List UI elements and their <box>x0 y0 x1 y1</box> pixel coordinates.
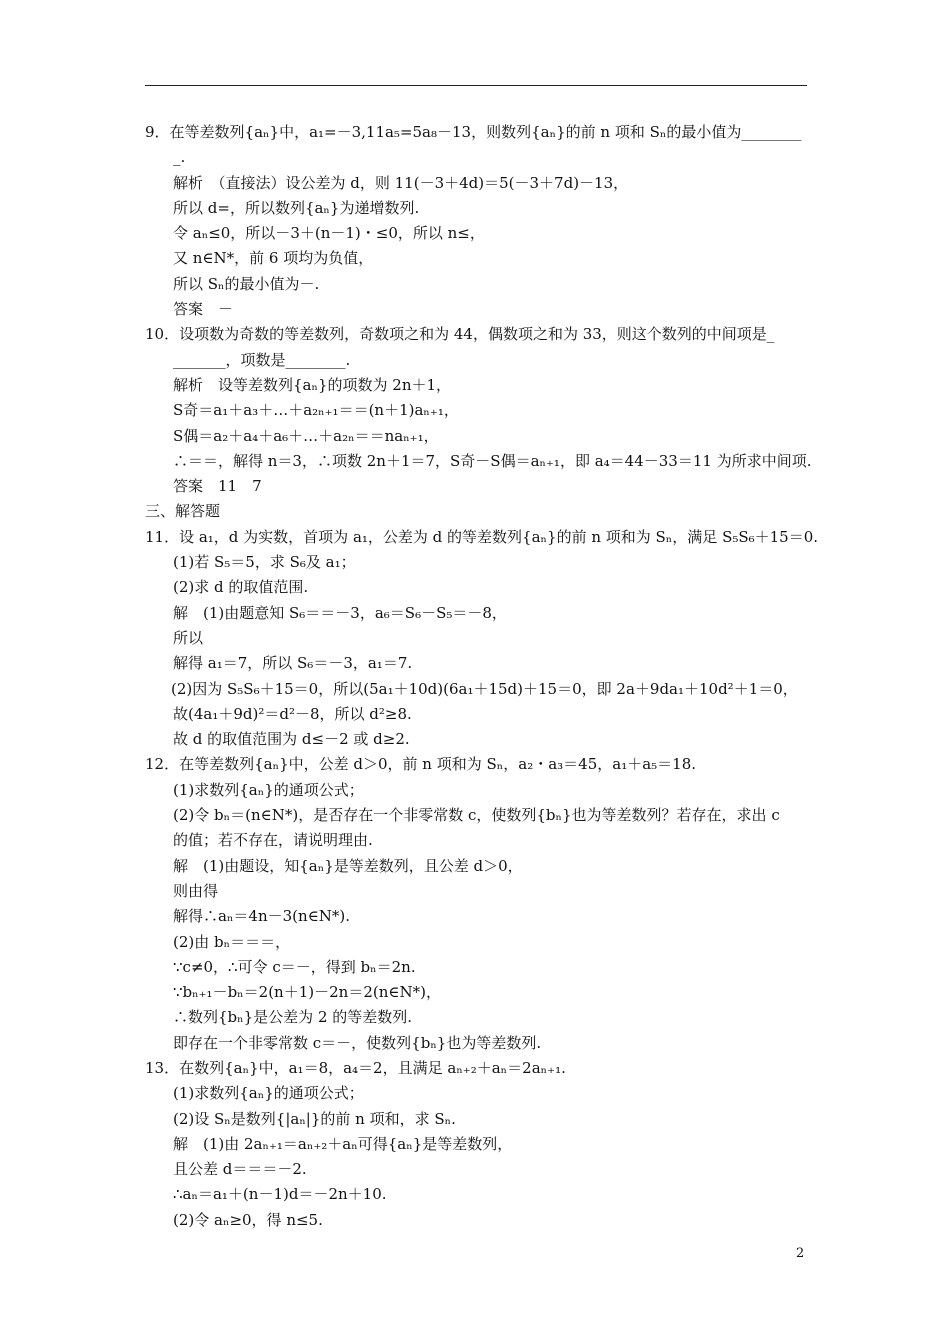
text-line: 的值；若不存在，请说明理由. <box>173 831 373 850</box>
text-line: 所以 <box>173 628 204 647</box>
text-line: 11．设 a₁，d 为实数，首项为 a₁，公差为 d 的等差数列{aₙ}的前 n 项和为 Sₙ，满足 S₅S₆＋15＝0. <box>145 527 819 546</box>
text-line: 又 n∈N*，前 6 项均为负值， <box>173 249 374 268</box>
text-line: 三、解答题 <box>145 502 221 521</box>
text-line: 则由得 <box>173 881 219 900</box>
text-line: (2)因为 S₅S₆＋15＝0，所以(5a₁＋10d)(6a₁＋15d)＋15＝0，即 2a＋9da₁＋10d²＋1＝0， <box>171 679 798 698</box>
text-line: 解得 a₁＝7，所以 S₆＝－3，a₁＝7. <box>173 654 413 673</box>
text-line: 故 d 的取值范围为 d≤－2 或 d≥2. <box>173 730 410 749</box>
text-line: 故(4a₁＋9d)²＝d²－8，所以 d²≥8. <box>173 704 412 723</box>
text-line: ∴数列{bₙ}是公差为 2 的等差数列. <box>173 1008 413 1027</box>
text-line: 解 (1)由 2aₙ₊₁＝aₙ₊₂＋aₙ可得{aₙ}是等差数列， <box>173 1134 513 1153</box>
text-line: 解 (1)由题意知 S₆＝＝－3，a₆＝S₆－S₅＝－8， <box>173 603 507 622</box>
text-line: (2)设 Sₙ是数列{|aₙ|}的前 n 项和，求 Sₙ. <box>173 1109 456 1128</box>
text-line: 9．在等差数列{aₙ}中，a₁=－3,11a₅=5a₈－13，则数列{aₙ}的前 n 项和 Sₙ的最小值为________ <box>145 123 802 141</box>
text-line: (1)求数列{aₙ}的通项公式； <box>173 1084 364 1103</box>
text-line: ∴aₙ＝a₁＋(n－1)d＝－2n＋10. <box>173 1185 387 1204</box>
text-line: 令 aₙ≤0，所以－3＋(n－1)・≤0，所以 n≤， <box>173 224 485 243</box>
text-line: (2)令 aₙ≥0，得 n≤5. <box>173 1210 323 1229</box>
text-line: _. <box>173 148 186 167</box>
page-body <box>145 120 819 1233</box>
text-line: 解 (1)由题设，知{aₙ}是等差数列，且公差 d＞0， <box>173 856 523 875</box>
text-line: 且公差 d＝＝＝－2. <box>173 1160 307 1179</box>
text-line: S偶＝a₂＋a₄＋a₆＋…＋a₂ₙ＝＝naₙ₊₁， <box>173 426 439 445</box>
page-number: 2 <box>796 1246 805 1261</box>
text-line: 答案 － <box>173 300 234 319</box>
text-line: 解得∴aₙ＝4n－3(n∈N*). <box>173 907 351 926</box>
text-line: ∴＝＝，解得 n＝3，∴项数 2n＋1＝7，S奇－S偶＝aₙ₊₁，即 a₄＝44－33＝11 为所求中间项. <box>173 451 812 470</box>
text-line: 10．设项数为奇数的等差数列，奇数项之和为 44，偶数项之和为 33，则这个数列的中间项是_ <box>145 325 775 344</box>
text-line: (2)求 d 的取值范围. <box>173 578 309 597</box>
text-line: (2)由 bₙ＝＝＝， <box>173 932 291 951</box>
text-line: (1)若 S₅＝5，求 S₆及 a₁； <box>173 553 356 572</box>
text-line: ∵bₙ₊₁－bₙ＝2(n＋1)－2n＝2(n∈N*)， <box>173 983 441 1002</box>
header-rule <box>145 85 807 86</box>
text-line: ∵c≠0，∴可令 c＝－，得到 bₙ＝2n. <box>173 957 416 976</box>
text-line: S奇＝a₁＋a₃＋…＋a₂ₙ₊₁＝＝(n＋1)aₙ₊₁， <box>173 401 459 420</box>
text-line: 所以 Sₙ的最小值为－. <box>173 274 320 293</box>
text-line: 所以 d=，所以数列{aₙ}为递增数列. <box>173 198 420 217</box>
text-line: 12．在等差数列{aₙ}中，公差 d＞0，前 n 项和为 Sₙ，a₂・a₃＝45，a₁＋a₅＝18. <box>145 755 697 774</box>
text-line: 即存在一个非零常数 c＝－，使数列{bₙ}也为等差数列. <box>173 1033 542 1052</box>
text-line: _______，项数是________. <box>173 350 351 369</box>
text-line: 解析 （直接法）设公差为 d，则 11(－3＋4d)＝5(－3＋7d)－13， <box>173 173 629 192</box>
text-line: (2)令 bₙ＝(n∈N*)，是否存在一个非零常数 c，使数列{bₙ}也为等差数列？若存在，求出 c <box>173 806 780 825</box>
text-line: 答案 11 7 <box>173 477 262 496</box>
text-line: (1)求数列{aₙ}的通项公式； <box>173 780 364 799</box>
text-line: 解析 设等差数列{aₙ}的项数为 2n＋1， <box>173 375 452 394</box>
text-line: 13．在数列{aₙ}中，a₁＝8，a₄＝2，且满足 aₙ₊₂＋aₙ＝2aₙ₊₁. <box>145 1058 566 1077</box>
